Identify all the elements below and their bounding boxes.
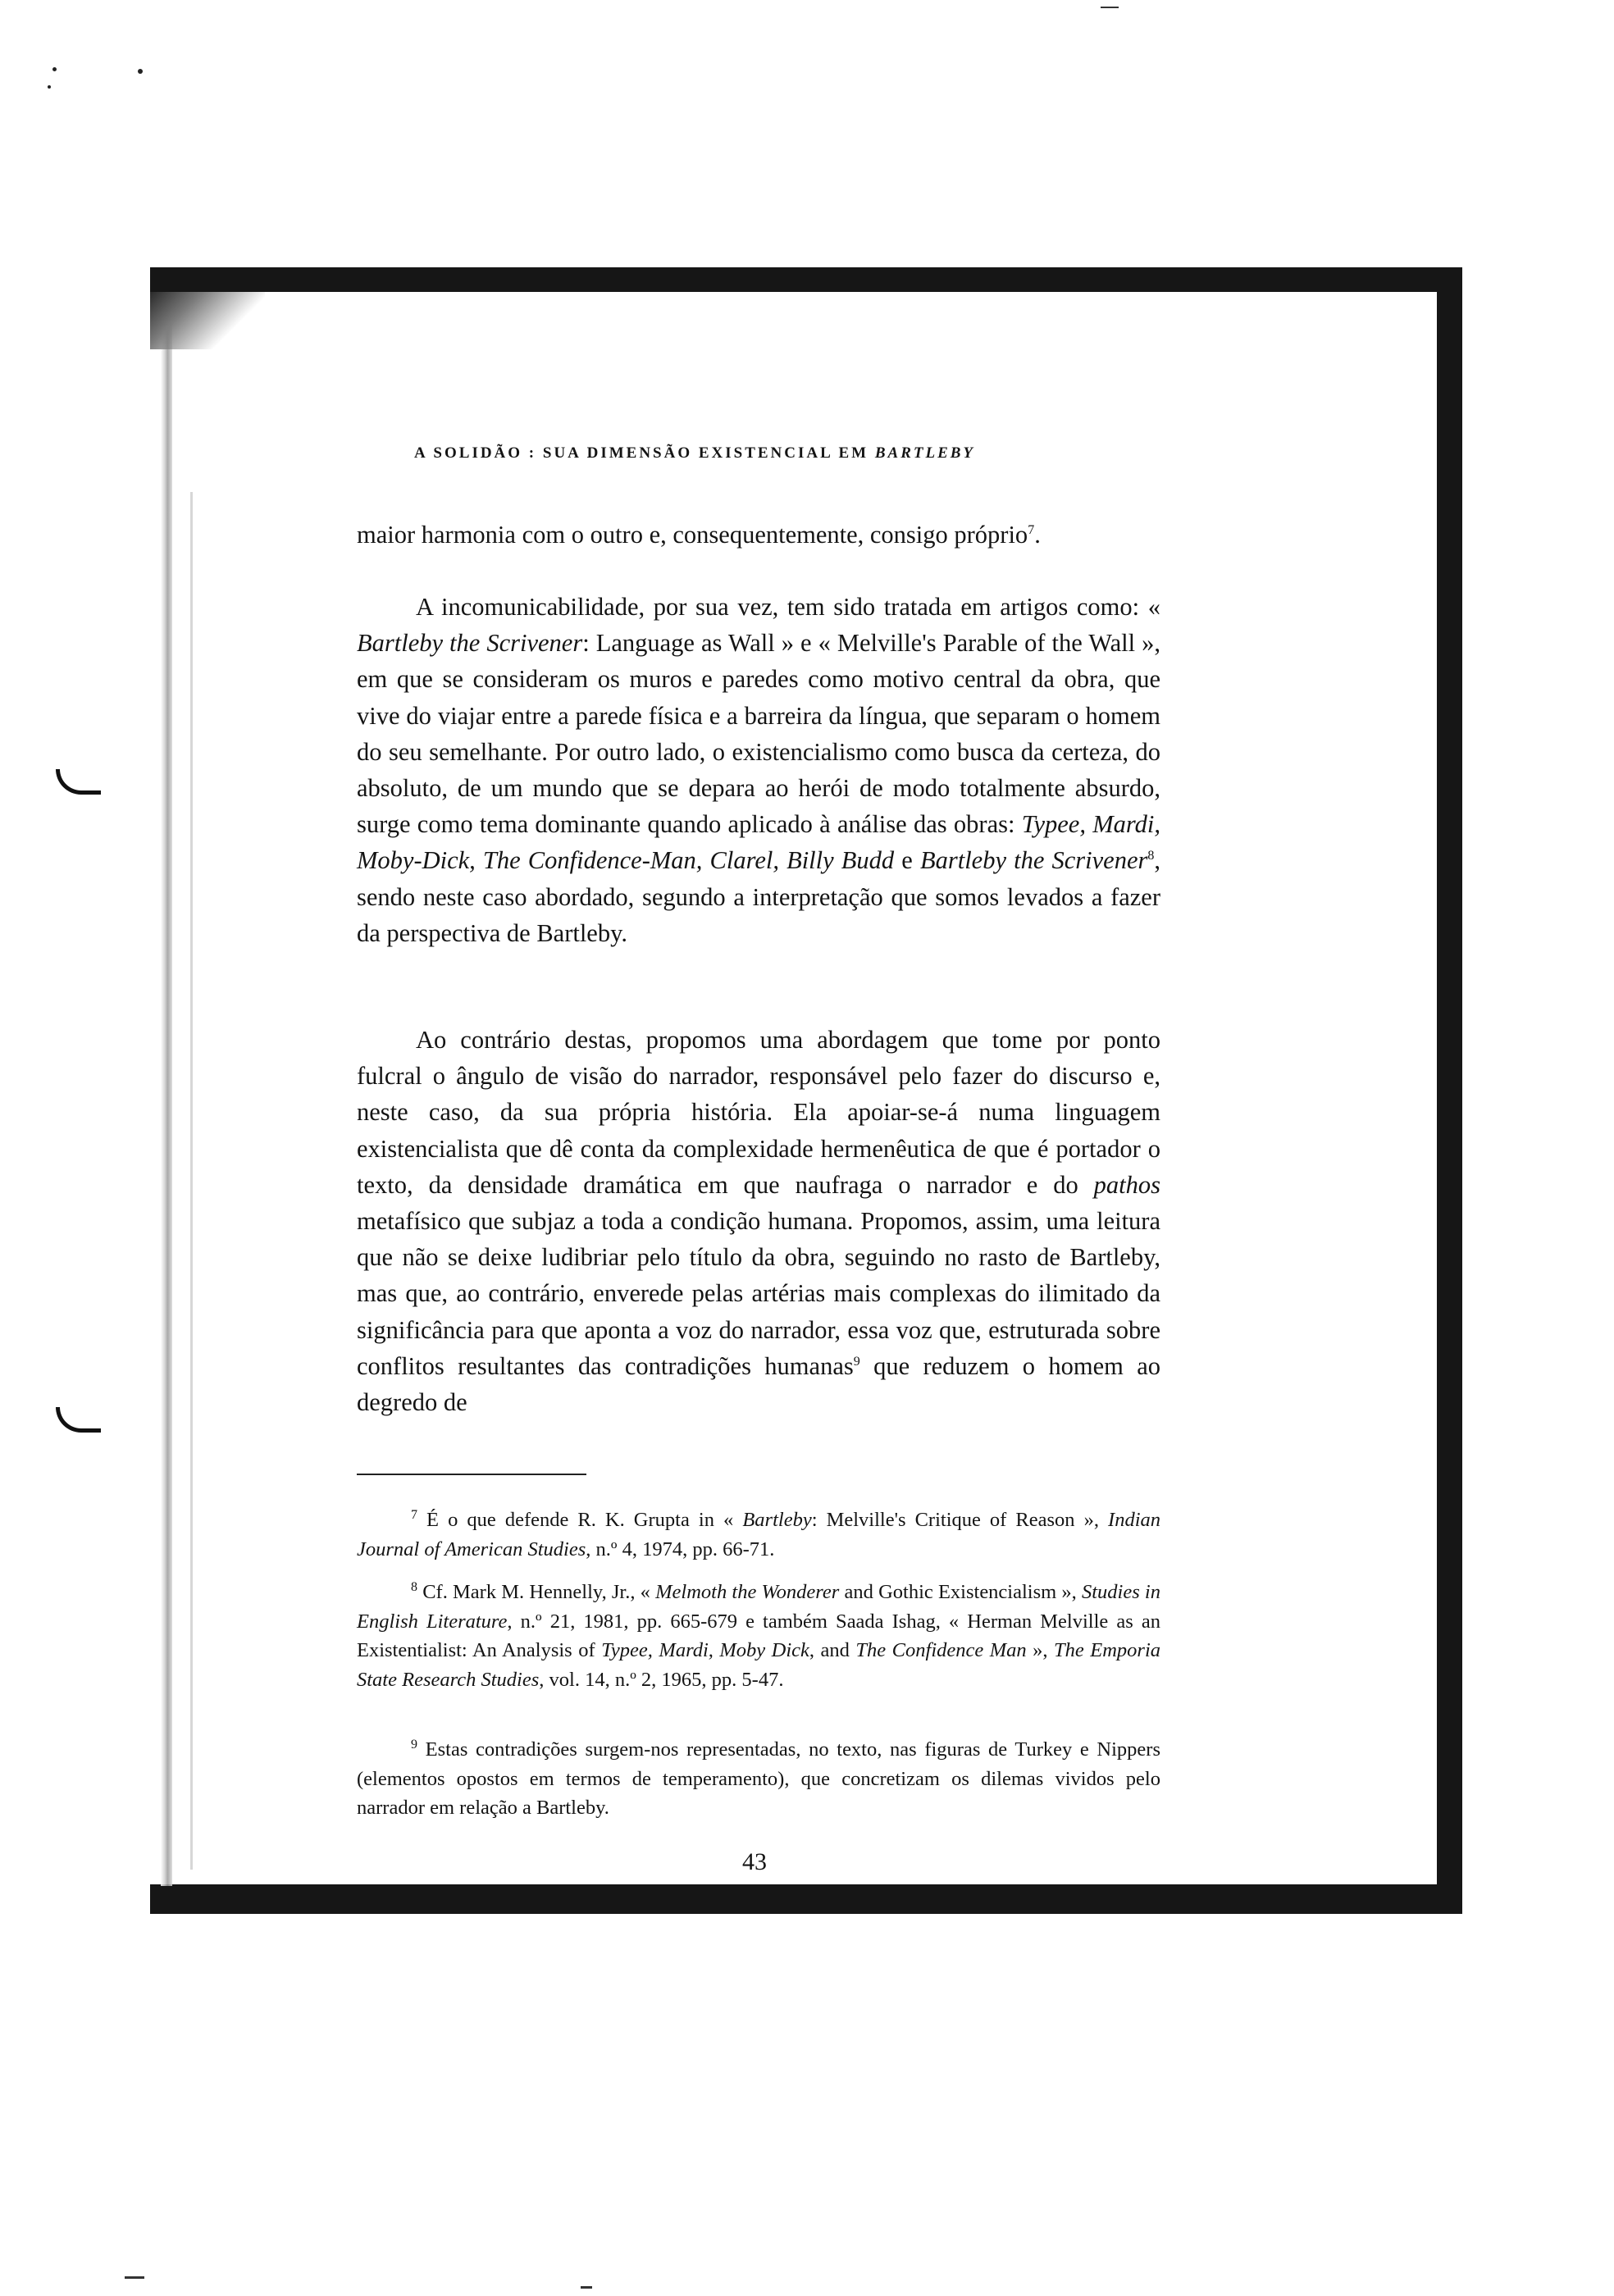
text-run: , n.º 21, 1981, pp. 665-679 e também Saada Ishag, « Herman Melville as an Existentialist: An Analysis of	[357, 1610, 1160, 1661]
text-run: Cf. Mark M. Hennelly, Jr., «	[417, 1581, 656, 1603]
scan-frame-right	[1437, 267, 1462, 1907]
footnote-separator	[357, 1474, 586, 1475]
text-run: maior harmonia com o outro e, consequentemente, consigo próprio	[357, 521, 1028, 549]
italic-text: Indian Journal of American Studies	[357, 1509, 1160, 1560]
italic-text: Bartleby the Scrivener	[357, 629, 583, 658]
text-run: , sendo neste caso abordado, segundo a interpretação que somos levados a fazer da perspectiva de Bartleby.	[357, 846, 1160, 947]
paragraph	[357, 1022, 1160, 1420]
text-run: Ao contrário destas, propomos uma abordagem que tome por ponto fulcral o ângulo de visão do narrador, responsável pelo fazer do discurso e, neste caso, da sua própria história. Ela apoiar-se-á numa linguagem existencialista que dê conta da complexidade hermenêutica de que é portador o texto, da densidade dramática em que naufraga o narrador e do	[357, 1026, 1160, 1199]
page-number: 43	[742, 1848, 767, 1875]
italic-text: Bartleby	[742, 1509, 812, 1531]
italic-text: Melmoth the Wonderer	[655, 1581, 840, 1603]
text-run: Estas contradições surgem-nos representadas, no texto, nas figuras de Turkey e Nippers (elementos opostos em termos de temperamento), que concretizam os dilemas vividos pelo narrador em relação a Bartleby.	[357, 1738, 1160, 1819]
note-reference: 7	[411, 1507, 417, 1522]
text-run: É o que defende R. K. Grupta in «	[417, 1509, 743, 1531]
running-head-text: A SOLIDÃO : SUA DIMENSÃO EXISTENCIAL EM	[414, 444, 869, 462]
text-run: A incomunicabilidade, por sua vez, tem sido tratada em artigos como: «	[416, 593, 1160, 621]
italic-text: Typee, Mardi, Moby-Dick, The Confidence-Man, Clarel, Billy Budd	[357, 810, 1160, 875]
scan-dash	[581, 2286, 592, 2289]
scan-frame-left-line	[190, 492, 193, 1870]
margin-hole-mark	[56, 769, 101, 795]
scan-frame-top	[150, 267, 1462, 292]
italic-text: pathos	[1093, 1170, 1160, 1199]
note-reference: 9	[853, 1354, 860, 1369]
italic-text: Typee, Mardi, Moby Dick	[601, 1639, 809, 1661]
text-run: »,	[1026, 1639, 1055, 1661]
scan-corner-shadow	[150, 292, 265, 349]
paragraph	[357, 517, 1160, 553]
note-reference: 8	[1147, 849, 1155, 863]
scan-speck	[48, 85, 51, 89]
scan-dash	[1101, 7, 1119, 8]
text-run: : Language as Wall » e « Melville's Parable of the Wall », em que se consideram os muros e paredes como motivo central da obra, que vive do viajar entre a parede física e a barreira da língua, que separam o homem do seu semelhante. Por outro lado, o existencialismo como busca da certeza, do absoluto, de um mundo que se depara ao herói de modo totalmente absurdo, surge como tema dominante quando aplicado à análise das obras:	[357, 629, 1161, 839]
text-run: : Melville's Critique of Reason »,	[811, 1509, 1109, 1531]
text-run: , vol. 14, n.º 2, 1965, pp. 5-47.	[539, 1668, 784, 1691]
italic-text: Studies in English Literature	[357, 1581, 1160, 1633]
scan-frame-left-edge	[161, 292, 172, 1886]
note-reference: 8	[411, 1579, 417, 1594]
italic-text: The Emporia State Research Studies	[357, 1639, 1161, 1691]
scan-frame-bottom	[150, 1884, 1462, 1914]
paragraph	[357, 589, 1160, 951]
text-run: e	[894, 846, 920, 875]
scan-speck	[52, 67, 57, 71]
margin-hole-mark	[56, 1407, 101, 1433]
footnote	[357, 1735, 1160, 1823]
footnote	[357, 1506, 1160, 1564]
text-run: .	[1034, 521, 1041, 549]
footnote	[357, 1578, 1160, 1694]
scan-speck	[138, 69, 143, 74]
running-head	[414, 444, 1152, 462]
text-run: , n.º 4, 1974, pp. 66-71.	[586, 1538, 775, 1560]
note-reference: 9	[411, 1737, 417, 1752]
note-reference: 7	[1028, 522, 1035, 537]
italic-text: The Confidence Man	[855, 1639, 1027, 1661]
running-head-italic: BARTLEBY	[874, 444, 976, 462]
italic-text: Bartleby the Scrivener	[919, 846, 1148, 875]
text-run: metafísico que subjaz a toda a condição humana. Propomos, assim, uma leitura que não se deixe ludibriar pelo título da obra, seguindo no rasto de Bartleby, mas que, ao contrário, enverede pelas artérias mais complexas do ilimitado da significância para que aponta a voz do narrador, essa voz que, estruturada sobre conflitos resultantes das contradições humanas	[357, 1207, 1160, 1380]
text-run: que reduzem o homem ao degredo de	[357, 1351, 1160, 1417]
text-run: , and	[809, 1639, 856, 1661]
text-run: and Gothic Existencialism »,	[839, 1581, 1082, 1603]
scan-dash	[125, 2276, 144, 2279]
